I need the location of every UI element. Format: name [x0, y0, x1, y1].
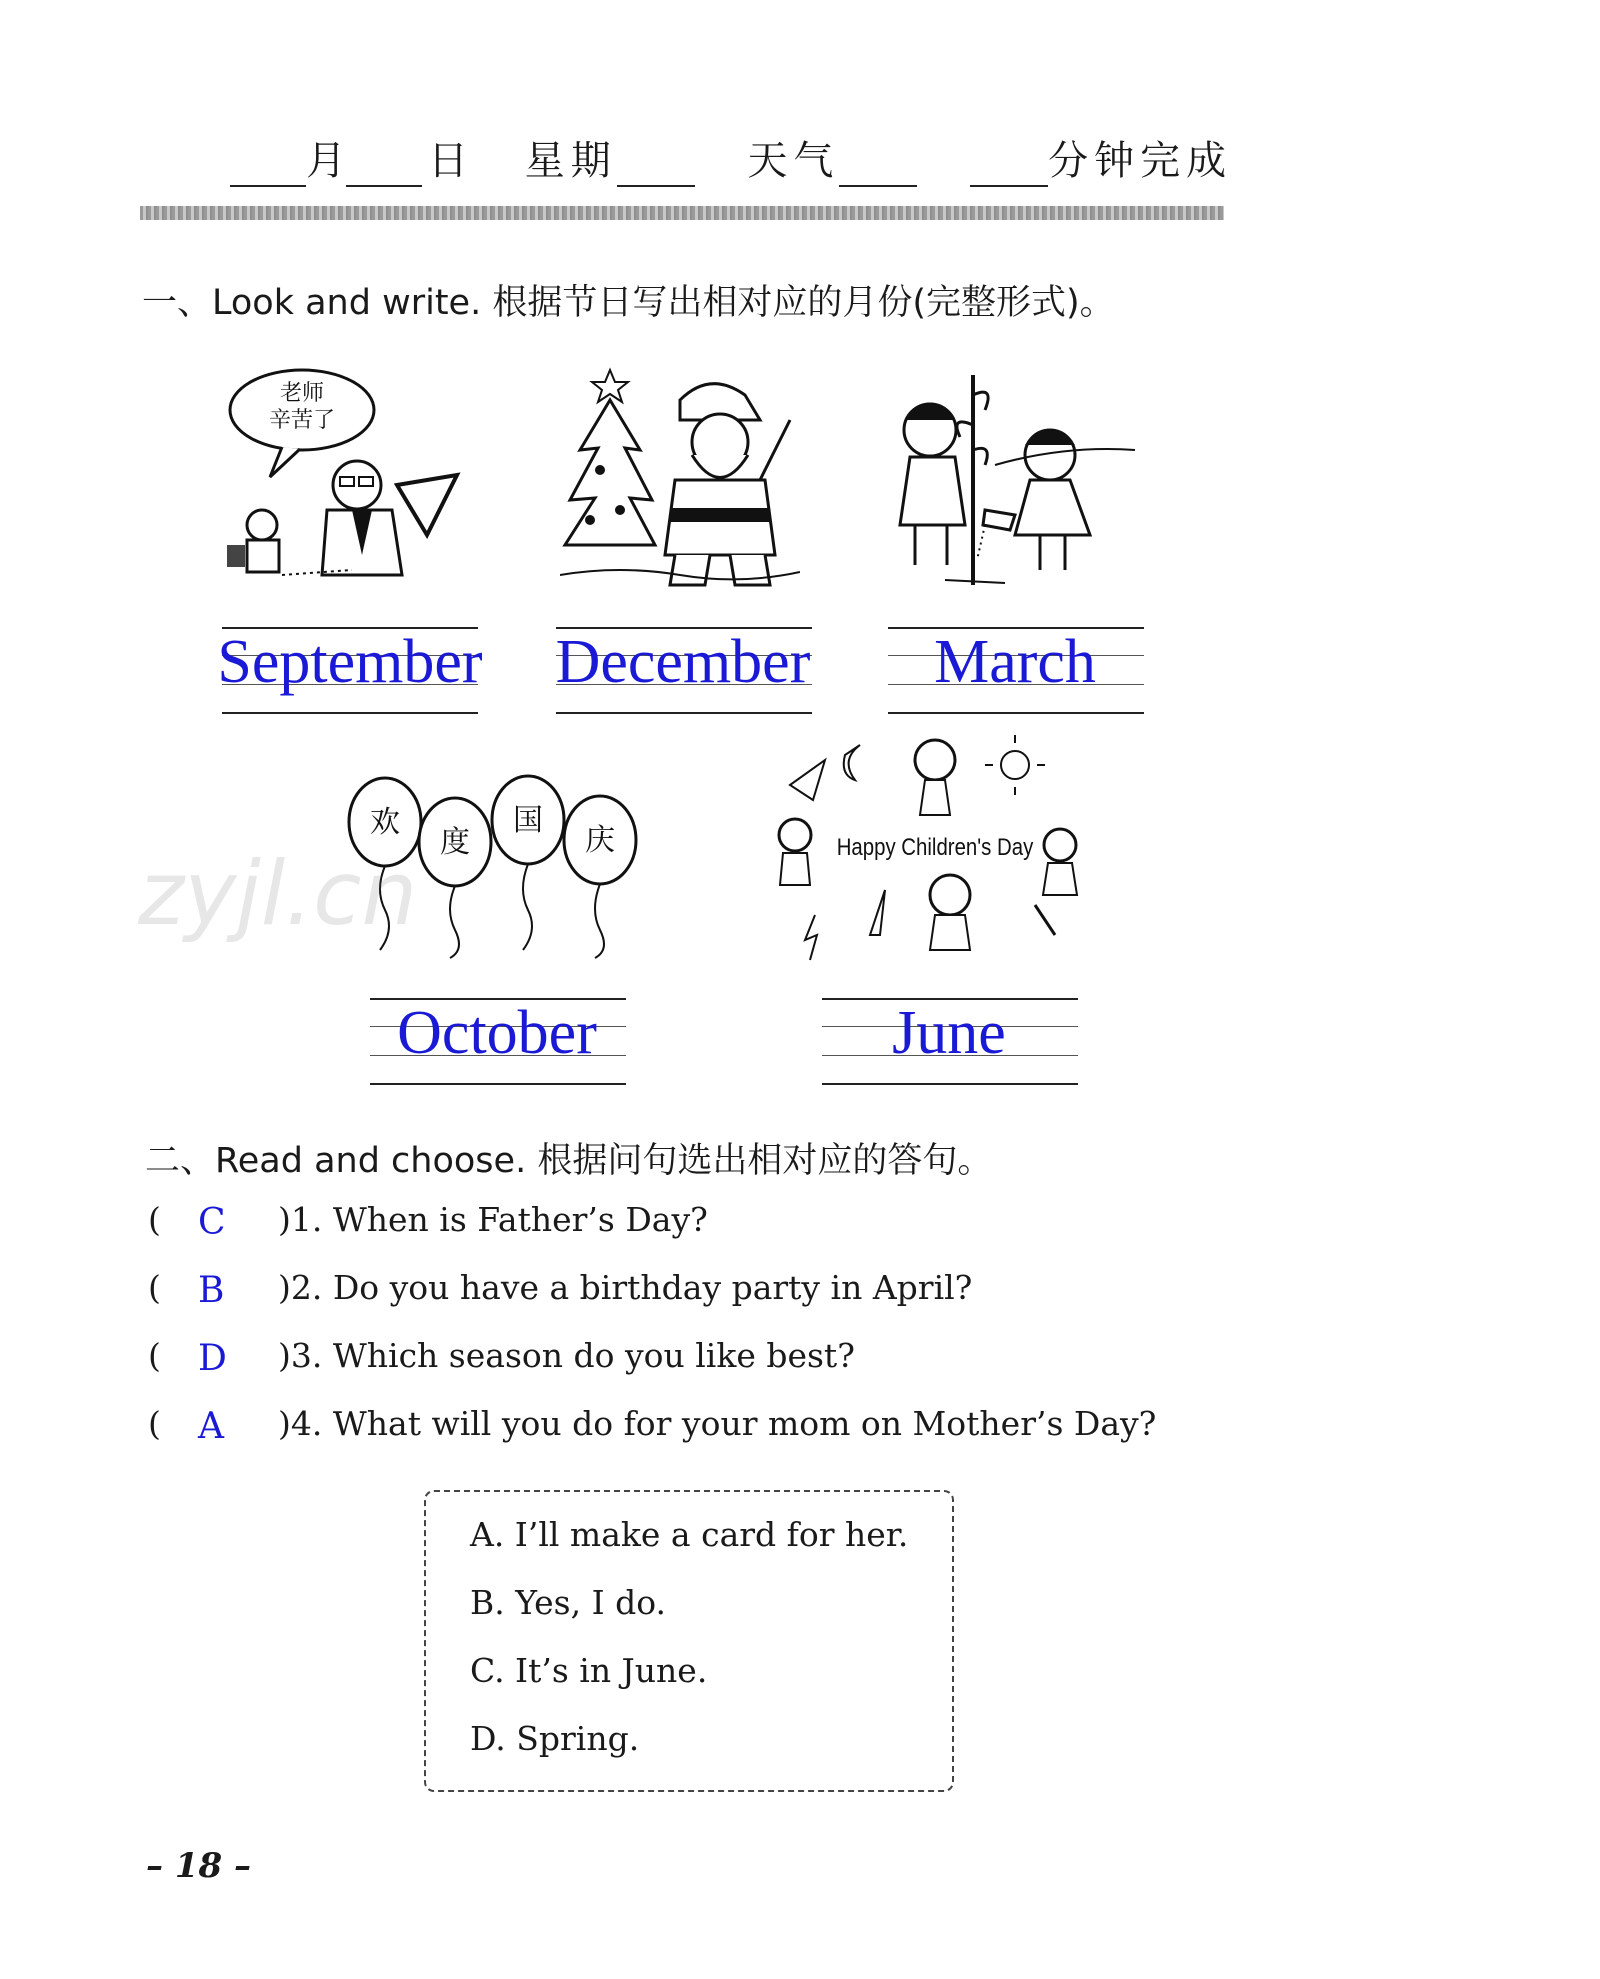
answer-september[interactable]: September: [217, 628, 483, 696]
teachers-day-picture: [222, 365, 472, 590]
balloon-char: 度: [440, 825, 470, 860]
section1-title: 一、Look and write. 根据节日写出相对应的月份(完整形式)。: [142, 283, 1115, 323]
question-row: ( A )4. What will you do for your mom on Mother’s Day?: [148, 1404, 1157, 1447]
balloon-char: 欢: [370, 805, 400, 840]
weekday-label: 星期: [524, 138, 617, 184]
question-text: )4. What will you do for your mom on Mother’s Day?: [278, 1404, 1157, 1443]
svg-text:辛苦了: 辛苦了: [268, 408, 336, 433]
answer-choice[interactable]: C: [198, 1202, 226, 1243]
month-label: 月: [306, 138, 346, 184]
weekday-blank[interactable]: [617, 145, 695, 187]
answer-line: [822, 1083, 1078, 1085]
speech-bubble-text: 老师: [279, 381, 325, 406]
month-blank[interactable]: [230, 145, 306, 187]
question-row: ( C )1. When is Father’s Day?: [148, 1200, 708, 1243]
header-divider: [140, 206, 1224, 220]
minutes-blank[interactable]: [970, 145, 1048, 187]
balloon-char: 国: [513, 803, 543, 838]
answer-line: [222, 712, 478, 714]
tree-planting-picture: [885, 365, 1140, 590]
childrens-day-picture: [765, 735, 1120, 970]
weather-label: 天气: [747, 138, 840, 184]
day-blank[interactable]: [346, 145, 422, 187]
minutes-label: 分钟完成: [1048, 138, 1233, 184]
option-d: D. Spring.: [470, 1719, 640, 1758]
answer-line: [556, 712, 812, 714]
page-number: – 18 –: [146, 1846, 251, 1886]
answer-march[interactable]: March: [934, 628, 1096, 696]
christmas-picture: [560, 360, 800, 590]
question-text: )3. Which season do you like best?: [278, 1336, 855, 1375]
childrens-day-label: Happy Children's Day: [836, 833, 1034, 861]
question-row: ( D )3. Which season do you like best?: [148, 1336, 855, 1379]
option-b: B. Yes, I do.: [470, 1583, 667, 1622]
answer-december[interactable]: December: [555, 628, 811, 696]
question-row: ( B )2. Do you have a birthday party in April?: [148, 1268, 973, 1311]
answer-june[interactable]: June: [892, 999, 1006, 1067]
date-header: [230, 135, 1232, 187]
question-text: )2. Do you have a birthday party in April?: [278, 1268, 973, 1307]
answer-choice[interactable]: A: [198, 1406, 224, 1447]
day-label: 日: [428, 138, 468, 184]
section2-title: 二、Read and choose. 根据问句选出相对应的答句。: [145, 1141, 993, 1181]
answer-line: [370, 1083, 626, 1085]
watermark: zyjl.cn: [138, 842, 418, 945]
answer-october[interactable]: October: [397, 999, 597, 1067]
option-a: A. I’ll make a card for her.: [470, 1515, 909, 1554]
answer-choice[interactable]: B: [198, 1270, 225, 1311]
option-c: C. It’s in June.: [470, 1651, 708, 1690]
answer-choice[interactable]: D: [198, 1338, 227, 1379]
weather-blank[interactable]: [839, 145, 917, 187]
answer-line: [888, 712, 1144, 714]
balloon-char: 庆: [585, 823, 615, 858]
question-text: )1. When is Father’s Day?: [278, 1200, 708, 1239]
